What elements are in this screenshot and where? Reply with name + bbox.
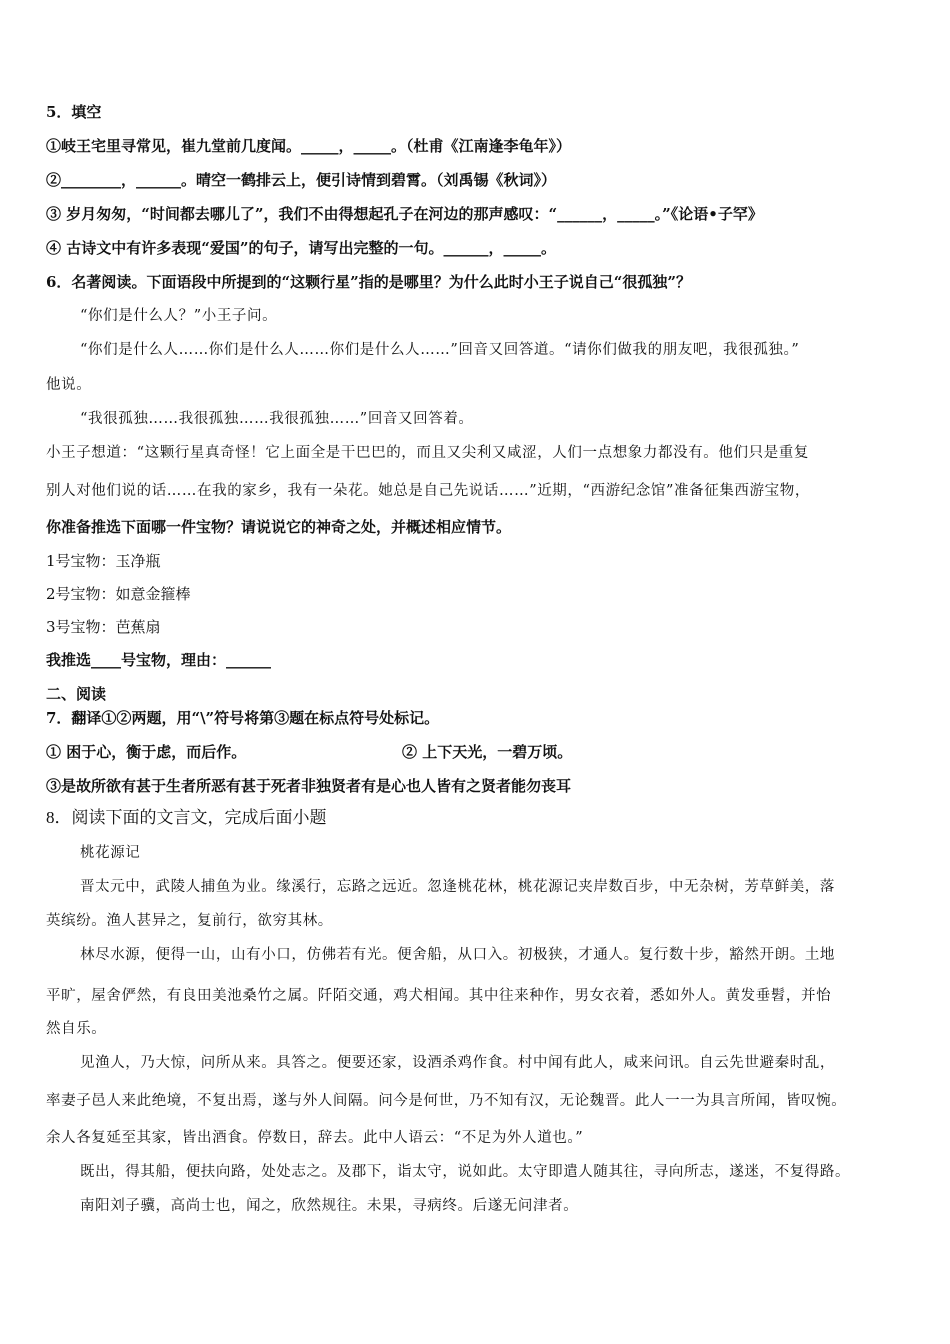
passage-line: 平旷，屋舍俨然，有良田美池桑竹之属。阡陌交通，鸡犬相闻。其中往来种作，男女衣着，悉如外人。黄发垂髫，并怡 bbox=[46, 988, 832, 1004]
passage-line: 然自乐。 bbox=[46, 1021, 107, 1037]
passage-line: 林尽水源，便得一山，山有小口，仿佛若有光。便舍船，从口入。初极狭，才通人。复行数十步，豁然开朗。土地 bbox=[80, 947, 835, 963]
q7-items-row bbox=[46, 742, 573, 762]
q6-passage-line: 别人对他们说的话……在我的家乡，我有一朵花。她总是自己先说话……”近期，“西游纪念馆”准备征集西游宝物， bbox=[46, 483, 810, 499]
q5-item-3: ③ 岁月匆匆，“时间都去哪儿了”，我们不由得想起孔子在河边的那声感叹：“______，_____。”《论语•子罕》 bbox=[46, 205, 763, 223]
treasure-3: 3号宝物：芭蕉扇 bbox=[46, 618, 161, 636]
q7-item-3: ③是故所欲有甚于生者所恶有甚于死者非独贤者有是心也人皆有之贤者能勿丧耳 bbox=[46, 777, 572, 795]
q5-item-2: ②________，______。晴空一鹤排云上，便引诗情到碧霄。（刘禹锡《秋词》） bbox=[46, 171, 557, 189]
passage-line: 余人各复延至其家，皆出酒食。停数日，辞去。此中人语云：“不足为外人道也。” bbox=[46, 1130, 584, 1146]
treasure-2: 2号宝物：如意金箍棒 bbox=[46, 585, 191, 603]
passage-line: 英缤纷。渔人甚异之，复前行，欲穷其林。 bbox=[46, 913, 333, 929]
q6-passage-line: “你们是什么人？”小王子问。 bbox=[80, 308, 278, 324]
q5-item-4: ④ 古诗文中有许多表现“爱国”的句子，请写出完整的一句。______，_____。 bbox=[46, 239, 556, 257]
passage-line: 晋太元中，武陵人捕鱼为业。缘溪行，忘路之远近。忽逢桃花林，桃花源记夹岸数百步，中无杂树，芳草鲜美，落 bbox=[80, 879, 835, 895]
q7-item-2: ② 上下天光，一碧万顷。 bbox=[402, 743, 573, 761]
q7-title: 7．翻译①②两题，用“\”符号将第③题在标点符号处标记。 bbox=[46, 709, 440, 727]
q8-title: 8．阅读下面的文言文，完成后面小题 bbox=[46, 808, 327, 827]
q7-item-1: ① 困于心，衡于虑，而后作。 bbox=[46, 743, 247, 761]
q6-answer-line: 我推选____号宝物，理由：______ bbox=[46, 651, 272, 669]
treasure-1: 1号宝物：玉净瓶 bbox=[46, 552, 161, 570]
q6-passage-line: “你们是什么人……你们是什么人……你们是什么人……”回音又回答道。“请你们做我的朋友吧，我很孤独。” bbox=[80, 342, 800, 358]
q6-title: 6．名著阅读。下面语段中所提到的“这颗行星”指的是哪里？为什么此时小王子说自己“很孤独”？ bbox=[46, 273, 691, 291]
q6-passage-line: 小王子想道：“这颗行星真奇怪！它上面全是干巴巴的，而且又尖利又咸涩，人们一点想象力都没有。他们只是重复 bbox=[46, 445, 810, 461]
passage-line: 率妻子邑人来此绝境，不复出焉，遂与外人间隔。问今是何世，乃不知有汉，无论魏晋。此人一一为具言所闻，皆叹惋。 bbox=[46, 1093, 847, 1109]
passage-line: 南阳刘子骥，高尚士也，闻之，欣然规往。未果，寻病终。后遂无问津者。 bbox=[80, 1198, 579, 1214]
passage-line: 见渔人，乃大惊，问所从来。具答之。便要还家，设酒杀鸡作食。村中闻有此人，咸来问讯。自云先世避秦时乱， bbox=[80, 1055, 835, 1071]
q6-passage-line: 你准备推选下面哪一件宝物？请说说它的神奇之处，并概述相应情节。 bbox=[46, 518, 512, 536]
section-title-reading: 二、阅读 bbox=[46, 685, 107, 703]
q6-passage-line: 他说。 bbox=[46, 377, 92, 393]
q5-item-1: ①岐王宅里寻常见，崔九堂前几度闻。_____，_____。（杜甫《江南逢李龟年》） bbox=[46, 137, 572, 155]
q5-title: 5．填空 bbox=[46, 103, 102, 121]
q6-passage-line: “我很孤独……我很孤独……我很孤独……”回音又回答着。 bbox=[80, 411, 474, 427]
passage-heading: 桃花源记 bbox=[80, 845, 141, 861]
passage-line: 既出，得其船，便扶向路，处处志之。及郡下，诣太守，说如此。太守即遣人随其往，寻向所志，遂迷，不复得路。 bbox=[80, 1164, 851, 1180]
